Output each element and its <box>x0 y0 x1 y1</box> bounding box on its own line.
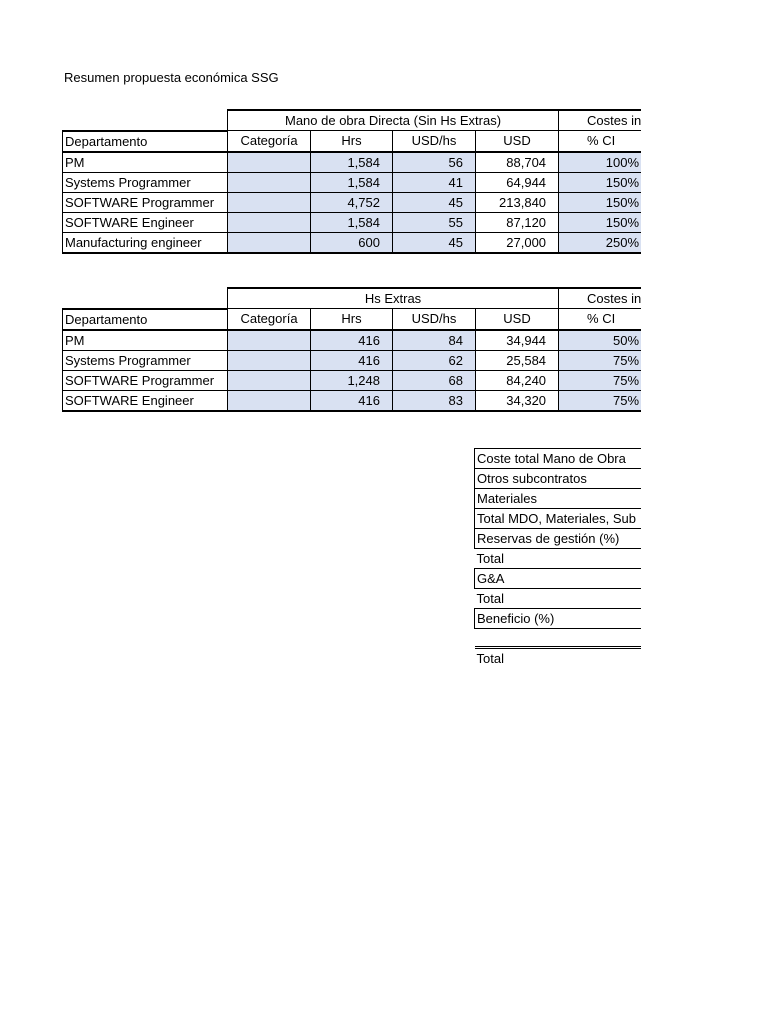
table-row[interactable]: PM 1,584 56 88,704 100% <box>63 152 642 173</box>
col-header-departamento: Departamento <box>63 309 228 330</box>
table-row[interactable]: SOFTWARE Engineer 1,584 55 87,120 150% <box>63 212 642 232</box>
col-header-usd: USD <box>476 131 559 152</box>
col-header-ci: % CI <box>559 131 641 152</box>
summary-table <box>474 448 641 668</box>
table-row[interactable]: Manufacturing engineer 600 45 27,000 250% <box>63 232 642 253</box>
overtime-table <box>62 287 641 412</box>
summary-row[interactable]: Total <box>476 591 504 606</box>
table-row[interactable]: Systems Programmer 416 62 25,584 75% <box>63 350 642 370</box>
col-header-ci: % CI <box>559 309 641 330</box>
summary-row[interactable]: Otros subcontratos <box>475 469 642 489</box>
ci-group-header: Costes in <box>559 110 641 131</box>
col-header-usd-hs: USD/hs <box>393 309 476 330</box>
sheet-title: Resumen propuesta económica SSG <box>64 70 279 85</box>
col-header-usd: USD <box>476 309 559 330</box>
summary-row[interactable]: G&A <box>475 569 642 589</box>
col-header-usd-hs: USD/hs <box>393 131 476 152</box>
group-header: Mano de obra Directa (Sin Hs Extras) <box>228 110 559 131</box>
table-row[interactable]: SOFTWARE Programmer 4,752 45 213,840 150% <box>63 192 642 212</box>
summary-row[interactable]: Reservas de gestión (%) <box>475 529 642 549</box>
col-header-hrs: Hrs <box>311 309 393 330</box>
group-header: Hs Extras <box>228 288 559 309</box>
summary-spacer-row <box>475 629 642 648</box>
summary-row[interactable]: Materiales <box>475 489 642 509</box>
summary-total-row[interactable]: Total <box>475 648 642 669</box>
direct-labor-table <box>62 109 641 254</box>
col-header-categoria: Categoría <box>228 131 311 152</box>
ci-group-header: Costes in <box>559 288 641 309</box>
table-row[interactable]: SOFTWARE Engineer 416 83 34,320 75% <box>63 390 642 411</box>
summary-row[interactable]: Total MDO, Materiales, Sub <box>475 509 642 529</box>
summary-row[interactable]: Beneficio (%) <box>475 609 642 629</box>
col-header-hrs: Hrs <box>311 131 393 152</box>
col-header-categoria: Categoría <box>228 309 311 330</box>
table-row[interactable]: Systems Programmer 1,584 41 64,944 150% <box>63 172 642 192</box>
summary-row[interactable]: Total <box>476 551 504 566</box>
table-row[interactable]: SOFTWARE Programmer 1,248 68 84,240 75% <box>63 370 642 390</box>
col-header-departamento: Departamento <box>63 131 228 152</box>
table-row[interactable]: PM 416 84 34,944 50% <box>63 330 642 351</box>
summary-row[interactable]: Coste total Mano de Obra <box>475 449 642 469</box>
